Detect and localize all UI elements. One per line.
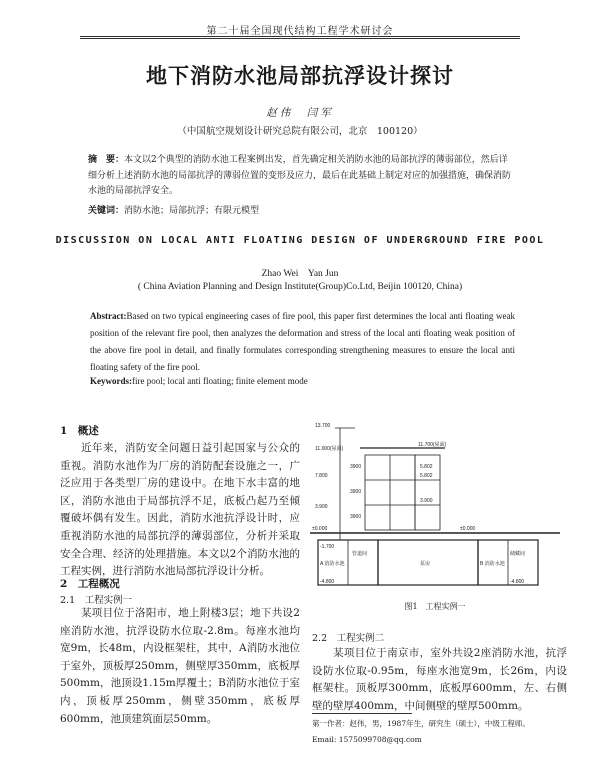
level-label: 13.700 <box>315 423 331 429</box>
keywords-cn <box>88 203 513 216</box>
authors-en: Zhao Wei Yan Jun <box>261 269 339 279</box>
header-rule-top <box>80 36 520 37</box>
level-label: ±0.000 <box>312 526 328 532</box>
section1-text: 近年来，消防安全问题日益引起国家与公众的重视。消防水池作为厂房的消防配套设施之一，广泛应用于各类型厂房的建设中。在地下水丰富的地区，消防水池由于局部抗浮不足，底板凸起乃至倾覆破坏偶有发生。因此，消防水池抗浮设计时，应重视消防水池的局部抗浮的薄弱部位，分析并采取安全合理、经济的处理措施。本文以2个消防水池的工程实例，进行消防水池局部抗浮设计分析。 <box>60 442 300 578</box>
level-label: 11.000(屋面) <box>315 446 344 452</box>
abstract-cn <box>88 153 513 200</box>
room-label: 储藏间 <box>510 551 526 557</box>
keywords-en-label: Keywords: <box>90 376 132 386</box>
paper-title-cn: 地下消防水池局部抗浮设计探讨 <box>146 63 454 88</box>
floor-label: 5.802 <box>420 473 433 479</box>
section1-heading: 1 概述 <box>60 425 99 437</box>
room-label: 管道间 <box>352 551 368 557</box>
abstract-en-label: Abstract: <box>90 311 127 321</box>
pool-label: A 消防水池 <box>320 561 345 567</box>
header-rule-bottom <box>80 38 520 39</box>
affiliation-en: ( China Aviation Planning and Design Institute(Group)Co.Ltd, Beijin 100120, China) <box>137 282 463 292</box>
dim-label: 3900 <box>350 514 362 520</box>
footnote-author: 第一作者：赵伟，男，1987年生，研究生（硕士），中级工程师。 <box>312 719 530 728</box>
abstract-en <box>90 308 515 376</box>
running-header: 第二十届全国现代结构工程学术研讨会 <box>206 26 394 37</box>
floor-label: 3.900 <box>420 498 433 504</box>
section2-1-text: 某项目位于洛阳市，地上附楼3层；地下共设2座消防水池，抗浮设防水位取-2.8m。每座水池均宽9m，长48m，内设框架柱，其中，A消防水池位于室外，顶板厚250mm，侧壁厚350mm，底板厚500mm，池顶设1.15m厚覆土；B消防水池位于室内，顶板厚250mm，侧壁350mm，底板厚600mm，池顶建筑面层50mm。 <box>60 607 300 725</box>
keywords-cn-label: 关键词： <box>88 206 125 216</box>
keywords-cn-text: 消防水池；局部抗浮；有限元模型 <box>124 206 260 216</box>
dim-label: 3900 <box>350 489 362 495</box>
level-label: -1.700 <box>320 544 335 550</box>
level-label: ±0.000 <box>460 526 476 532</box>
pool-label: B 消防水池 <box>480 561 505 567</box>
section2-heading: 2 工程概况 <box>60 578 120 590</box>
keywords-en <box>90 376 515 386</box>
level-label: 11.700(屋面) <box>418 442 447 448</box>
dim-label: 3900 <box>350 464 362 470</box>
figure-caption: 图1 工程实例一 <box>404 602 466 611</box>
level-label: 3.900 <box>315 504 328 510</box>
abstract-en-text: Based on two typical engineering cases of fire pool, this paper first determines the local anti floating weak position of the relevant fire pool, then analyzes the deformation and stress of the local anti floating weak position of the above fire pool in detail, and finally formulates corresponding strengthening measures to ensure the local anti floating safety of the fire pool. <box>90 311 515 372</box>
affiliation-cn: （中国航空规划设计研究总院有限公司，北京 100120） <box>177 126 423 137</box>
paper-title-en: DISCUSSION ON LOCAL ANTI FLOATING DESIGN OF UNDERGROUND FIRE POOL <box>55 235 545 246</box>
section2-2-heading: 2.2 工程实例二 <box>312 633 385 644</box>
level-label: 7.800 <box>315 473 328 479</box>
section-drawing <box>310 420 560 595</box>
level-label: -4.800 <box>320 579 335 585</box>
footnote-rule <box>312 713 412 714</box>
section2-2-text: 某项目位于南京市，室外共设2座消防水池，抗浮设防水位取-0.95m，每座水池宽9m，长26m，内设框架柱。顶板厚300mm，底板厚600mm，左、右侧壁的壁厚400mm，中间侧壁的壁厚500mm。 <box>312 647 567 712</box>
abstract-cn-text: 本文以2个典型的消防水池工程案例出发，首先确定相关消防水池的局部抗浮的薄弱部位，然后详细分析上述消防水池的局部抗浮的薄弱位置的变形及应力，最后在此基础上制定对应的加强措施，确保消防水池的局部抗浮安全。 <box>88 155 512 196</box>
abstract-cn-label: 摘 要： <box>88 155 125 165</box>
room-label: 泵房 <box>420 561 431 567</box>
keywords-en-text: fire pool; local anti floating; finite element mode <box>132 376 308 386</box>
authors-cn: 赵伟 闫军 <box>266 107 334 119</box>
section2-1-heading: 2.1 工程实例一 <box>60 595 133 606</box>
floor-label: 5.802 <box>420 464 433 470</box>
level-label: -4.800 <box>510 579 525 585</box>
footnote-email: Email: 1575099708@qq.com <box>312 735 422 744</box>
